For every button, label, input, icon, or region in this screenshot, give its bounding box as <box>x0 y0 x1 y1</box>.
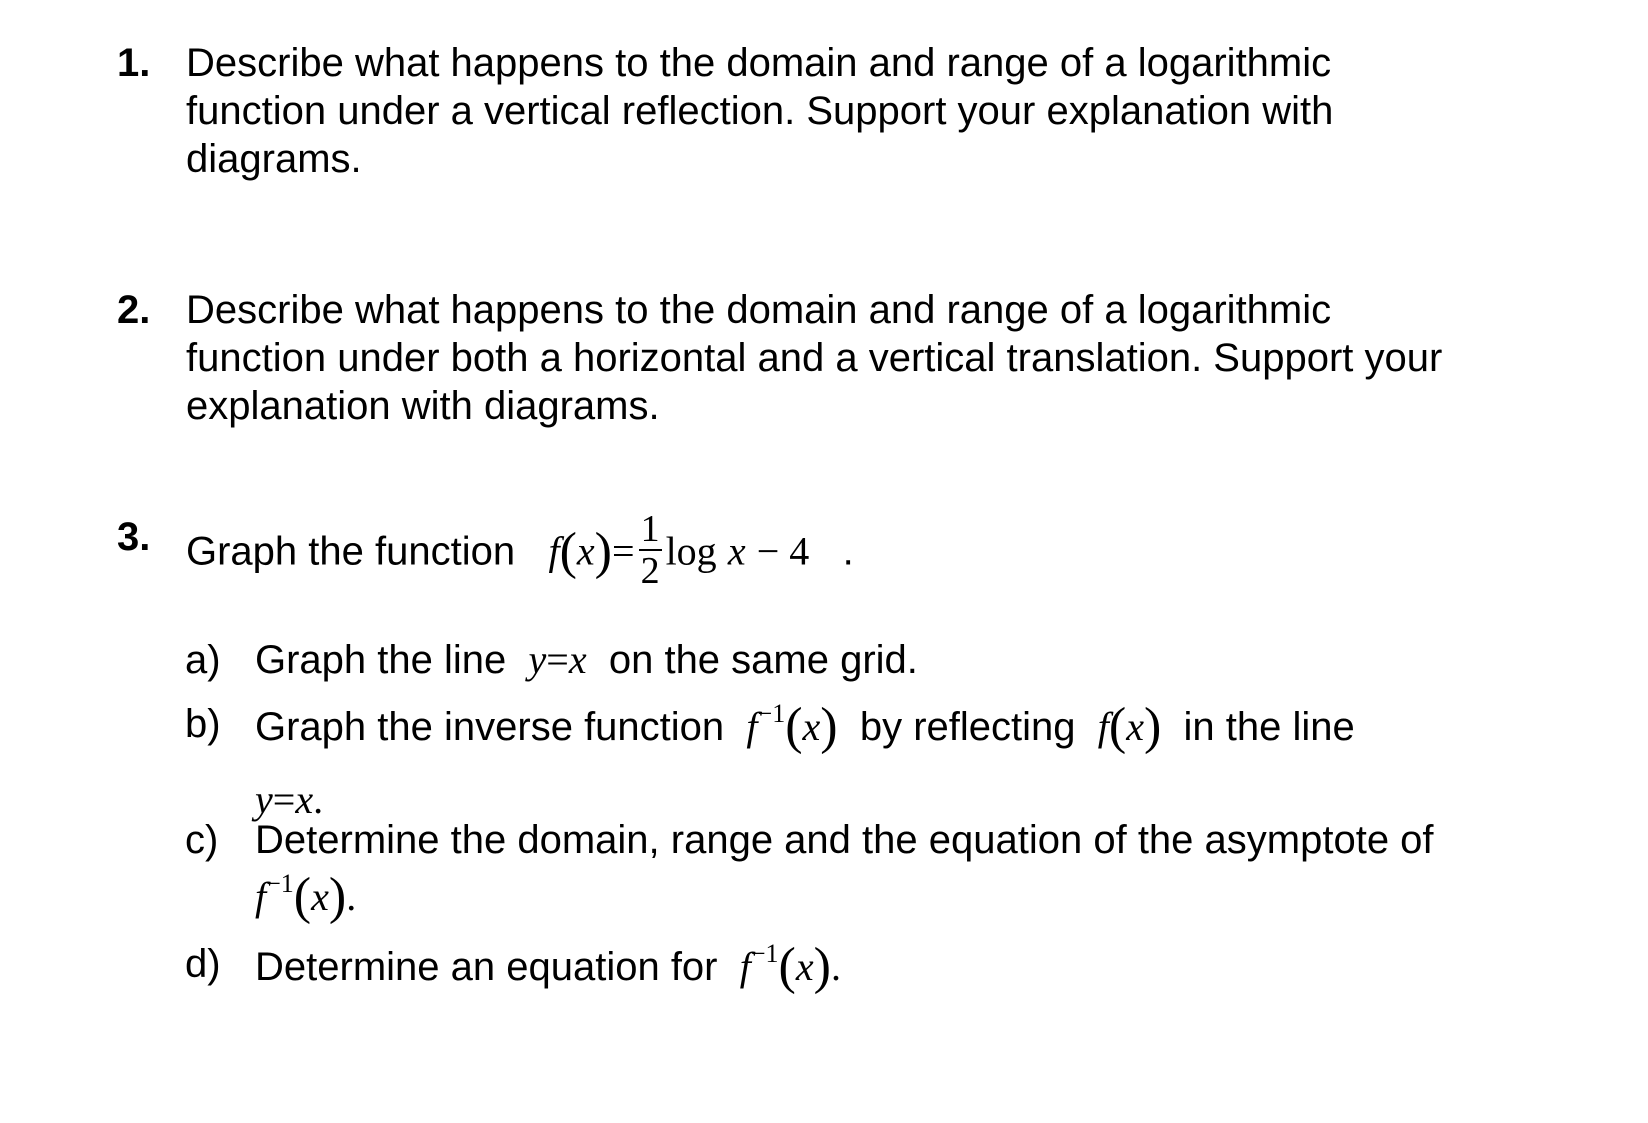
part-c-text <box>255 816 1555 926</box>
part-a-equals: = <box>546 637 569 682</box>
part-c-left-paren: ( <box>293 868 312 925</box>
part-b-x: x <box>802 704 821 749</box>
part-c-inverse-exponent: −1 <box>266 869 294 898</box>
question-3-line <box>186 508 1626 595</box>
part-c-period: . <box>346 874 357 919</box>
part-b-f-inverse: f <box>746 704 758 749</box>
part-b-prompt: Graph the inverse function <box>255 705 725 749</box>
part-a-text <box>255 636 1555 684</box>
part-b-inverse-exponent: −1 <box>757 699 786 728</box>
part-b-f: f <box>1097 704 1109 749</box>
fraction-one-half <box>639 509 662 591</box>
fraction-numerator: 1 <box>640 508 660 550</box>
function-f: f <box>548 528 560 574</box>
equals-sign: = <box>612 528 635 574</box>
part-c-f-inverse: f <box>255 874 267 919</box>
left-paren: ( <box>559 522 577 580</box>
part-b-right-paren: ) <box>820 698 838 755</box>
part-b-left-paren: ( <box>785 698 803 755</box>
question-1-text <box>186 39 1626 183</box>
log-operator: log <box>665 528 717 574</box>
part-b-line-1 <box>255 700 1555 756</box>
question-1-line-1: Describe what happens to the domain and range of a logarithmic <box>186 41 1332 85</box>
part-b-period: . <box>313 777 324 822</box>
part-d-period: . <box>830 944 841 989</box>
part-a-line <box>255 636 1555 684</box>
part-d-label: d) <box>185 942 221 986</box>
question-2-line-1: Describe what happens to the domain and range of a logarithmic <box>186 288 1332 332</box>
part-b-equals: = <box>272 777 296 822</box>
question-2-line-2: function under both a horizontal and a vertical translation. Support your <box>186 336 1443 380</box>
question-3-text <box>186 508 1626 595</box>
part-b-label: b) <box>185 702 221 746</box>
question-1-line-2: function under a vertical reflection. Support your explanation with <box>186 89 1334 133</box>
part-a-prompt: Graph the line <box>255 638 507 682</box>
part-d-inverse-exponent: −1 <box>750 939 779 968</box>
part-c-x: x <box>311 874 329 919</box>
question-3-prompt: Graph the function <box>186 529 516 574</box>
part-b-tail: in the line <box>1183 705 1355 749</box>
question-1-line-3: diagrams. <box>186 137 362 181</box>
part-d-right-paren: ) <box>813 938 831 995</box>
part-d-left-paren: ( <box>778 938 796 995</box>
part-a-label: a) <box>185 638 221 682</box>
part-b-x-2: x <box>1126 704 1144 749</box>
part-c-prompt: Determine the domain, range and the equation of the asymptote of <box>255 818 1434 862</box>
part-b-x-3: x <box>295 777 314 822</box>
part-d-text <box>255 940 1555 996</box>
variable-x: x <box>576 528 595 574</box>
question-3-number: 3. <box>117 515 151 559</box>
part-b-mid: by reflecting <box>859 705 1076 749</box>
part-c-line-2 <box>255 870 1555 926</box>
question-3-period: . <box>842 529 854 574</box>
question-1-number: 1. <box>117 41 151 85</box>
part-c-right-paren: ) <box>328 868 347 925</box>
part-a-x: x <box>568 637 587 682</box>
question-2-text <box>186 286 1626 430</box>
part-b-right-paren-2: ) <box>1143 698 1162 755</box>
part-d-x: x <box>795 944 814 989</box>
part-c-label: c) <box>185 818 219 862</box>
part-d-f-inverse: f <box>739 944 751 989</box>
part-b-text <box>255 700 1555 824</box>
question-2-number: 2. <box>117 288 151 332</box>
right-paren: ) <box>594 522 612 580</box>
log-argument-x: x <box>727 528 746 574</box>
part-a-tail: on the same grid. <box>608 638 918 682</box>
fraction-denominator: 2 <box>640 550 660 592</box>
question-2-line-3: explanation with diagrams. <box>186 384 660 428</box>
part-c-line-1 <box>255 816 1555 864</box>
part-b-y: y <box>255 777 273 822</box>
minus-four: − 4 <box>756 528 810 574</box>
part-a-y: y <box>528 637 547 682</box>
part-d-prompt: Determine an equation for <box>255 945 718 989</box>
part-d-line <box>255 940 1555 996</box>
part-b-left-paren-2: ( <box>1108 698 1127 755</box>
